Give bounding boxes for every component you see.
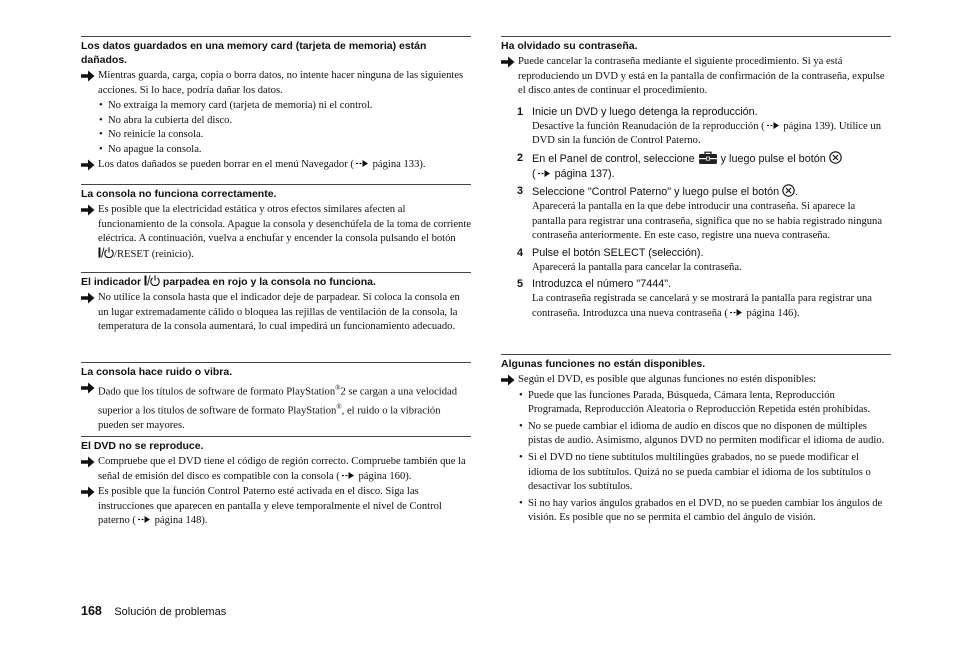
paragraph-text: Puede cancelar la contraseña mediante el siguiente procedimiento. Si ya está reproduciendo un DVD y está en la pantalla de confirmación de la contraseña, expulse el disco antes de continuar el procedimiento.: [518, 56, 885, 97]
section-memory-card: [81, 36, 471, 184]
paragraph: [81, 485, 471, 529]
section-heading: Algunas funciones no están disponibles.: [501, 354, 891, 371]
step-detail: [532, 292, 891, 321]
list-item: • No apague la consola.: [81, 143, 471, 158]
arrow-bullet-icon: [81, 204, 95, 216]
paragraph-text: Mientras guarda, carga, copia o borra datos, no intente hacer ninguna de las siguientes acciones. Si lo hace, podría dañar los datos.: [98, 70, 464, 96]
page-number: 168: [81, 604, 102, 618]
paragraph: [501, 373, 891, 388]
paragraph-text: ).: [419, 158, 426, 170]
page-reference-link[interactable]: página 146: [746, 307, 794, 319]
page-reference-icon: [729, 308, 743, 317]
section-indicator-blinking: [81, 272, 471, 362]
step-text: [532, 151, 891, 182]
paragraph: [81, 455, 471, 484]
page-reference-link[interactable]: página 133: [372, 158, 420, 170]
step-detail: Aparecerá la pantalla para cancelar la contraseña.: [532, 261, 742, 273]
step-text-part: Seleccione "Control Paterno" y luego pulse el botón: [532, 185, 783, 198]
step-detail: [532, 120, 891, 149]
step-text: Pulse el botón SELECT (selección).: [532, 246, 704, 259]
bullet-list: [501, 389, 891, 526]
power-button-icon: [98, 247, 114, 258]
step-text-part: En el Panel de control, seleccione: [532, 152, 698, 165]
paragraph: [81, 291, 471, 335]
paragraph-text: ).: [201, 515, 208, 527]
heading-text: El indicador: [81, 276, 145, 288]
step-number: 4: [517, 246, 524, 259]
list-item: • No se puede cambiar el idioma de audio en discos que no disponen de múltiples pistas de audio. Asimismo, algunos DVD no permiten modificar el idioma de audio.: [501, 420, 891, 449]
section-functions-unavailable: [501, 354, 891, 526]
paragraph: [81, 381, 471, 434]
paragraph-text: No utilice la consola hasta que el indicador deje de parpadear. Si coloca la consola en un lugar extremadamente cálido o bloquea las rejillas de ventilación de la consola, la temperatura de la consola aumentará, lo cual impedirá un funcionamiento adecuado.: [98, 292, 460, 333]
page-reference-link[interactable]: página 160: [358, 470, 406, 482]
heading-text: parpadea en rojo y la consola no funciona.: [160, 276, 376, 288]
step-text-part: .: [795, 185, 799, 198]
toolbox-icon: [698, 151, 718, 165]
step-item: [501, 277, 891, 321]
section-noise-vibration: [81, 362, 471, 436]
paragraph-text: 2 se cargan a una velocidad superior a los títulos de software de formato PlayStation: [98, 386, 458, 417]
section-heading: Ha olvidado su contraseña.: [501, 36, 891, 53]
paragraph-text: Los datos dañados se pueden borrar en el menú Navegador (: [98, 158, 354, 170]
step-number: 1: [517, 105, 524, 118]
paragraph: [501, 55, 891, 99]
arrow-bullet-icon: [81, 292, 95, 304]
arrow-bullet-icon: [81, 70, 95, 82]
step-number: 2: [517, 151, 524, 164]
page-reference-icon: [137, 515, 151, 524]
step-number: 5: [517, 278, 524, 291]
paragraph: [81, 69, 471, 98]
detail-text: Desactive la función Reanudación de la reproducción (: [532, 120, 765, 132]
list-item: • Si el DVD no tiene subtítulos multilingües grabados, no se puede modificar el idioma de los subtítulos. Quizá no se pueda cambiar el idioma de los subtítulos o desactivar los subtítulos.: [501, 451, 891, 495]
step-text: Inicie un DVD y luego detenga la reproducción.: [532, 105, 758, 118]
paragraph-text: /RESET (reinicio).: [114, 248, 194, 260]
page-reference-link[interactable]: página 139: [783, 120, 831, 132]
arrow-bullet-icon: [81, 486, 95, 498]
step-number: 3: [517, 184, 524, 197]
bullet-list: [81, 99, 471, 157]
step-item: [501, 184, 891, 244]
section-heading: La consola hace ruido o vibra.: [81, 362, 471, 379]
step-text-part: ).: [608, 167, 615, 180]
paragraph-text: Dado que los títulos de software de formato PlayStation: [98, 386, 336, 398]
step-detail: Aparecerá la pantalla en la que debe introducir una contraseña. Si aparece la pantalla para registrar una contraseña, significa que no se había registrado ninguna contraseña anteriormente. En este caso, registre una nueva contraseña.: [532, 200, 883, 242]
step-item: [501, 246, 891, 276]
paragraph-text: Según el DVD, es posible que algunas funciones no estén disponibles:: [518, 374, 817, 385]
right-column: [501, 36, 891, 526]
page-reference-icon: [355, 159, 369, 168]
arrow-bullet-icon: [81, 382, 95, 394]
section-heading: [81, 272, 471, 289]
list-item: • No reinicie la consola.: [81, 128, 471, 143]
cross-button-icon: [829, 151, 842, 164]
paragraph-text: ).: [405, 470, 412, 482]
section-console-malfunction: [81, 184, 471, 272]
left-column: [81, 36, 471, 530]
list-item: • No abra la cubierta del disco.: [81, 114, 471, 129]
paragraph: [81, 158, 471, 173]
arrow-bullet-icon: [81, 456, 95, 468]
paragraph: [81, 203, 471, 262]
page-reference-link[interactable]: página 137: [554, 167, 609, 180]
step-text: Introduzca el número "7444".: [532, 278, 672, 291]
step-item: [501, 151, 891, 182]
detail-text: ). Utilice un DVD sin la función de Control Paterno.: [532, 120, 882, 147]
cross-button-icon: [782, 184, 795, 197]
paragraph-text: Es posible que la función Control Paterno esté activada en el disco. Siga las instrucciones que aparecen en pantalla y eleve temporalmente el nivel de Control paterno (: [98, 486, 442, 527]
section-heading: El DVD no se reproduce.: [81, 436, 471, 453]
page-reference-icon: [766, 121, 780, 130]
section-heading: Los datos guardados en una memory card (tarjeta de memoria) están dañados.: [81, 36, 471, 67]
footer-title: Solución de problemas: [114, 606, 227, 618]
detail-text: La contraseña registrada se cancelará y se mostrará la pantalla para registrar una contraseña. Introduzca una nueva contraseña (: [532, 293, 872, 319]
step-text: [532, 184, 891, 200]
page-reference-link[interactable]: página 148: [154, 515, 202, 527]
paragraph-text: Es posible que la electricidad estática y otros efectos similares afecten al funcionamiento de la consola. Apague la consola y desenchúfela de la toma de corriente eléctrica. A continuación, vuelva a enchufar y encender la consola pulsando el botón: [98, 204, 471, 245]
step-text-part: (: [532, 167, 536, 180]
section-heading: La consola no funciona correctamente.: [81, 184, 471, 201]
step-list: [501, 105, 891, 322]
list-item: • No extraiga la memory card (tarjeta de memoria) ni el control.: [81, 99, 471, 114]
arrow-bullet-icon: [501, 374, 515, 386]
section-dvd-no-play: [81, 436, 471, 529]
arrow-bullet-icon: [81, 159, 95, 171]
step-text-part: y luego pulse el botón: [717, 152, 829, 165]
detail-text: ).: [793, 307, 800, 319]
page-reference-icon: [341, 471, 355, 480]
arrow-bullet-icon: [501, 56, 515, 68]
page-reference-icon: [537, 169, 551, 178]
list-item: • Si no hay varios ángulos grabados en el DVD, no se pueden cambiar los ángulos de visión. Es posible que no se permita el cambio del ángulo de visión.: [501, 497, 891, 526]
paragraph-text: , el ruido o la vibración pueden ser mayores.: [98, 405, 441, 432]
step-item: [501, 105, 891, 149]
power-indicator-icon: [144, 275, 160, 286]
section-forgot-password: [501, 36, 891, 354]
registered-mark: ®: [336, 403, 342, 412]
page-footer: [81, 602, 226, 620]
registered-mark: ®: [335, 384, 341, 392]
list-item: • Puede que las funciones Parada, Búsqueda, Cámara lenta, Reproducción Programada, Reproducción Aleatoria o Reproducción Repetida estén prohibidas.: [501, 389, 891, 418]
paragraph-text: Compruebe que el DVD tiene el código de región correcto. Compruebe también que la señal de emisión del disco es compatible con la consola (: [98, 456, 466, 482]
